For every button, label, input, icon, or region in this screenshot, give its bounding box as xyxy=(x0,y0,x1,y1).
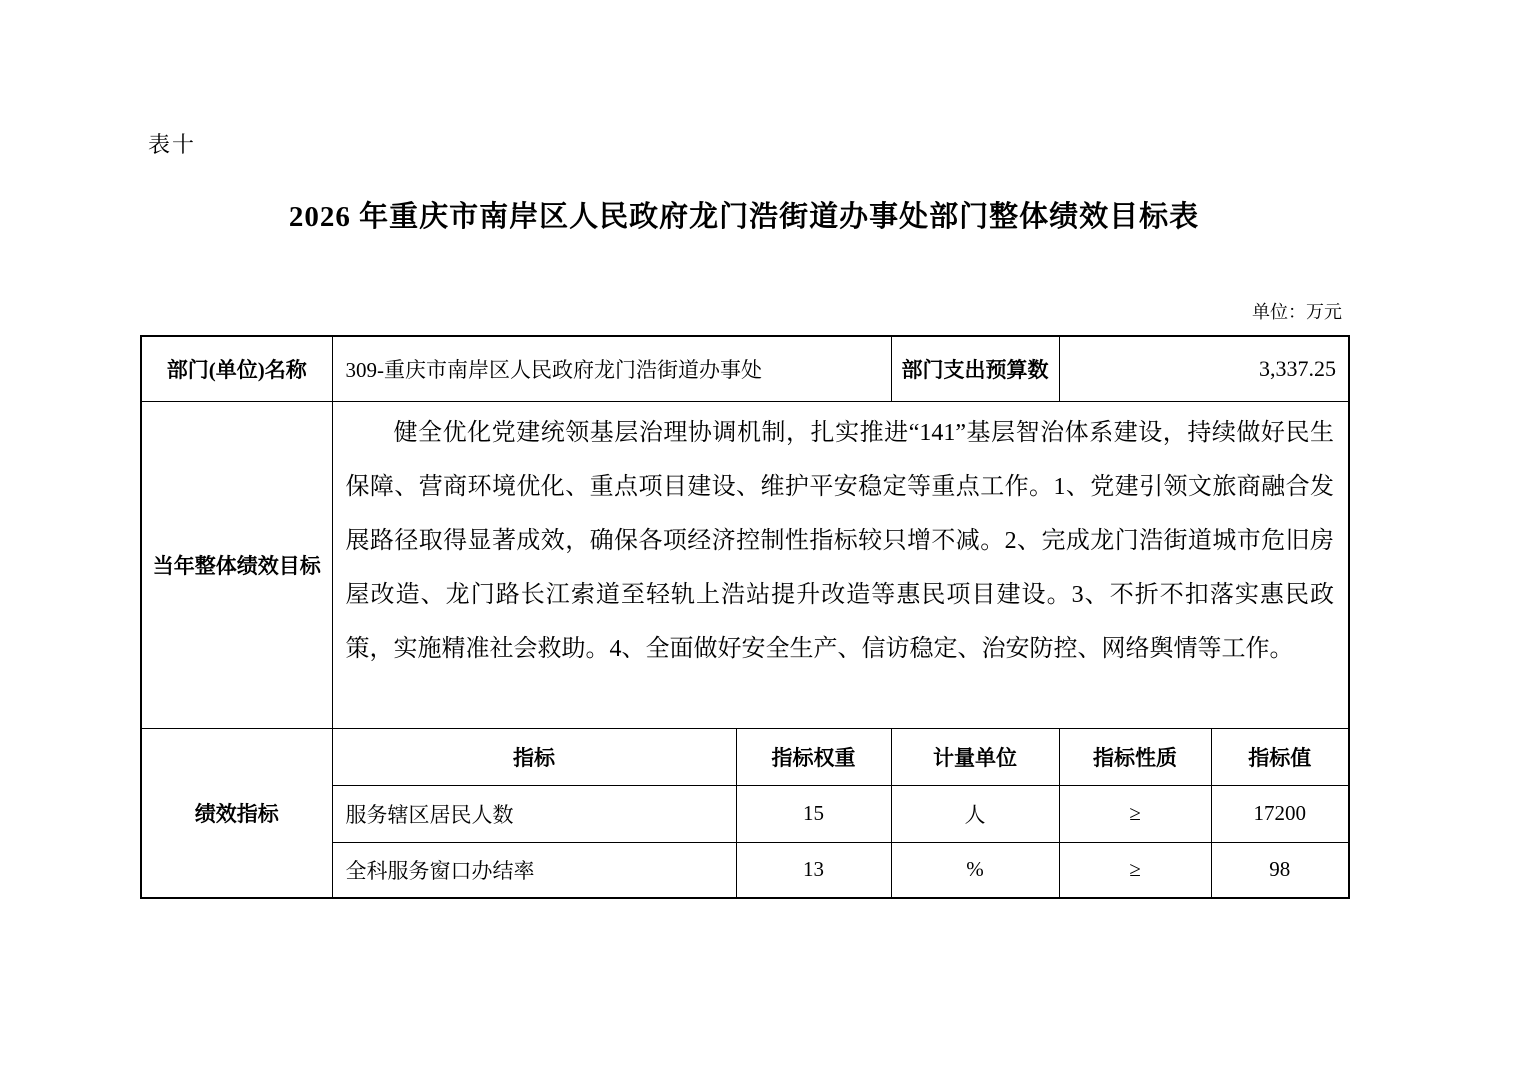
page-title: 2026 年重庆市南岸区人民政府龙门浩街道办事处部门整体绩效目标表 xyxy=(288,201,1200,233)
indicator-value: 17200 xyxy=(1211,785,1349,842)
budget-label: 部门支出预算数 xyxy=(891,336,1059,401)
indicator-weight: 15 xyxy=(736,785,891,842)
indicator-header-weight: 指标权重 xyxy=(736,728,891,785)
indicator-header-row xyxy=(141,728,1349,785)
indicator-unit: % xyxy=(891,842,1059,898)
dept-name-value: 309-重庆市南岸区人民政府龙门浩街道办事处 xyxy=(332,336,891,401)
table-number-label: 表十 xyxy=(148,132,197,157)
indicator-weight: 13 xyxy=(736,842,891,898)
dept-name-label: 部门(单位)名称 xyxy=(141,336,332,401)
budget-value: 3,337.25 xyxy=(1059,336,1349,401)
annual-goal-label: 当年整体绩效目标 xyxy=(141,401,332,728)
table-row xyxy=(141,336,1349,401)
indicator-unit: 人 xyxy=(891,785,1059,842)
indicator-header-name: 指标 xyxy=(332,728,736,785)
performance-target-table xyxy=(140,335,1350,899)
indicator-header-nature: 指标性质 xyxy=(1059,728,1211,785)
annual-goal-cell xyxy=(332,401,1349,728)
indicator-header-unit: 计量单位 xyxy=(891,728,1059,785)
annual-goal-text: 健全优化党建统领基层治理协调机制，扎实推进“141”基层智治体系建设，持续做好民生保障、营商环境优化、重点项目建设、维护平安稳定等重点工作。1、党建引领文旅商融合发展路径取得显著成效，确保各项经济控制性指标较只增不减。2、完成龙门浩街道城市危旧房屋改造、龙门路长江索道至轻轨上浩站提升改造等惠民项目建设。3、不折不扣落实惠民政策，实施精准社会救助。4、全面做好安全生产、信访稳定、治安防控、网络舆情等工作。 xyxy=(345,419,1334,662)
indicator-header-value: 指标值 xyxy=(1211,728,1349,785)
indicators-label: 绩效指标 xyxy=(141,728,332,898)
indicator-name: 服务辖区居民人数 xyxy=(332,785,736,842)
indicator-value: 98 xyxy=(1211,842,1349,898)
table-row xyxy=(141,401,1349,728)
indicator-name: 全科服务窗口办结率 xyxy=(332,842,736,898)
unit-note: 单位：万元 xyxy=(1252,302,1342,322)
indicator-nature: ≥ xyxy=(1059,842,1211,898)
indicator-nature: ≥ xyxy=(1059,785,1211,842)
